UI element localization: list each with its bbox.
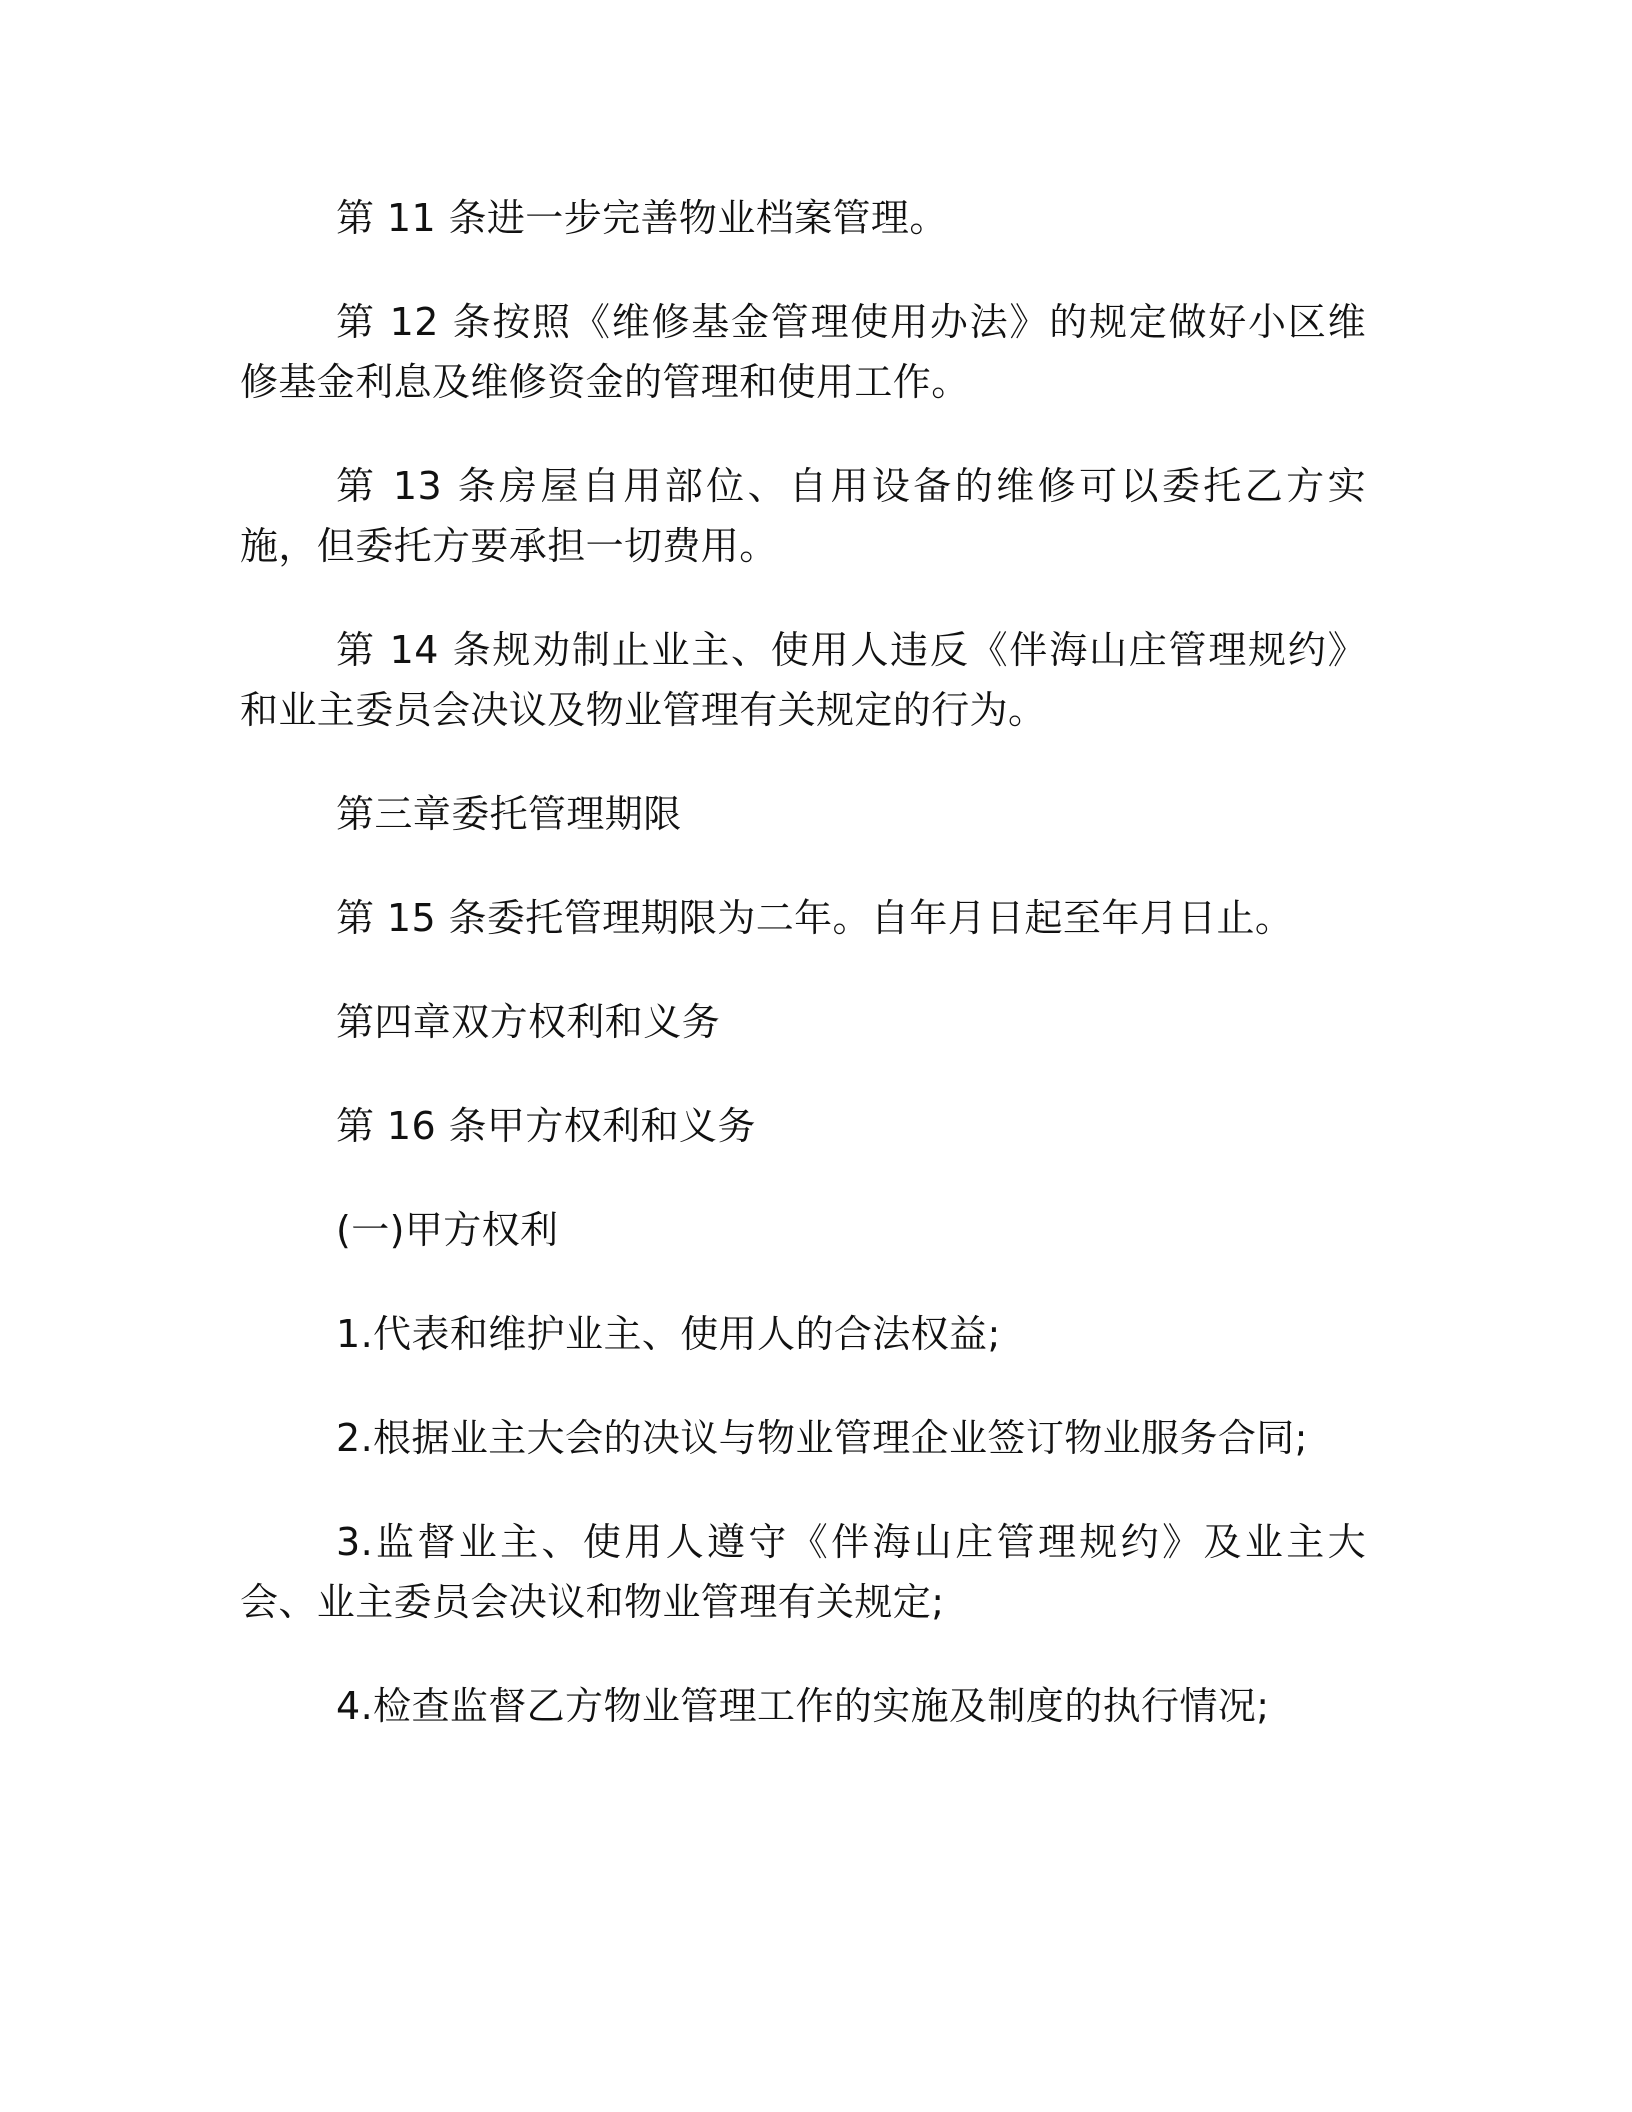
chapter-3-heading: 第三章委托管理期限 [336, 792, 682, 836]
list-item-2: 2.根据业主大会的决议与物业管理企业签订物业服务合同; [336, 1416, 1308, 1460]
article-14-paragraph: 第 14 条规劝制止业主、使用人违反《伴海山庄管理规约》和业主委员会决议及物业管理有关规定的行为。 [240, 628, 1366, 732]
chapter-4-heading: 第四章双方权利和义务 [336, 1000, 721, 1044]
document-body [240, 188, 1366, 1780]
article-12-paragraph: 第 12 条按照《维修基金管理使用办法》的规定做好小区维修基金利息及维修资金的管理和使用工作。 [240, 300, 1366, 404]
party-a-rights-heading: (一)甲方权利 [336, 1208, 559, 1252]
article-16-heading: 第 16 条甲方权利和义务 [336, 1104, 756, 1148]
article-15-paragraph: 第 15 条委托管理期限为二年。自年月日起至年月日止。 [336, 896, 1294, 940]
list-item-1: 1.代表和维护业主、使用人的合法权益; [336, 1312, 1001, 1356]
list-item-3: 3.监督业主、使用人遵守《伴海山庄管理规约》及业主大会、业主委员会决议和物业管理有关规定; [240, 1520, 1366, 1624]
article-13-paragraph: 第 13 条房屋自用部位、自用设备的维修可以委托乙方实施，但委托方要承担一切费用。 [240, 464, 1366, 568]
list-item-4: 4.检查监督乙方物业管理工作的实施及制度的执行情况; [336, 1684, 1270, 1728]
article-11-paragraph: 第 11 条进一步完善物业档案管理。 [336, 196, 948, 240]
